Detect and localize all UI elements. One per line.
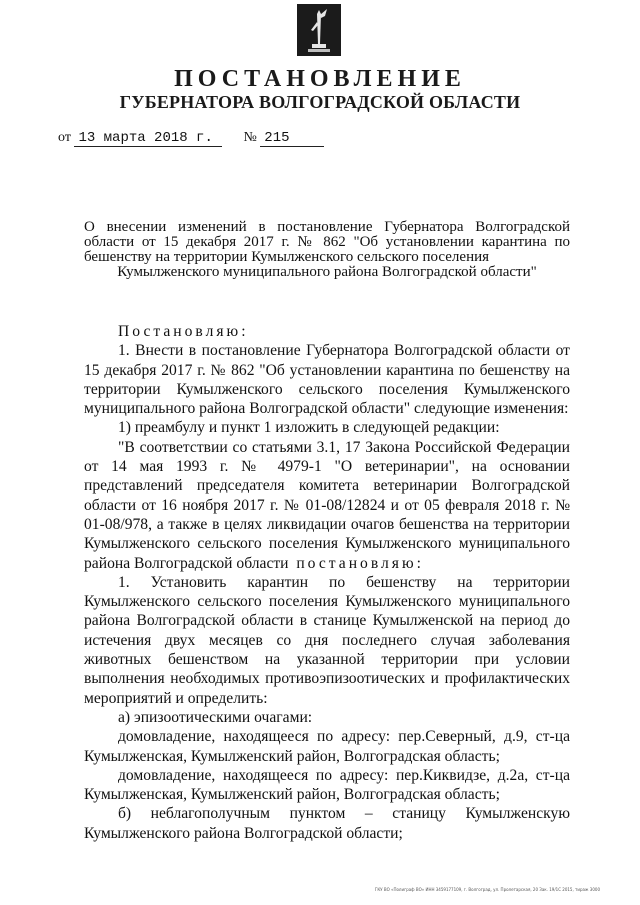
document-title: ПОСТАНОВЛЕНИЕ [174, 66, 466, 92]
coat-of-arms-icon [297, 4, 341, 56]
document-subtitle: ГУБЕРНАТОРА ВОЛГОГРАДСКОЙ ОБЛАСТИ [119, 92, 521, 112]
paragraph-3-resolve: постановляю: [296, 554, 424, 572]
number-prefix: № [243, 130, 257, 145]
date-number-line [58, 130, 324, 147]
paragraph-6: домовладение, находящееся по адресу: пер.Северный, д.9, ст-ца Кумылженская, Кумылженский район, Волгоградская область; [84, 728, 570, 765]
print-imprint: ГКУ ВО «Полиграф ВО» ИНН 3459177109, г. Волгоград, ул. Пролетарская, 20 Зак. 19/1С 2015, тираж 3000 [374, 887, 600, 892]
document-subject [84, 220, 570, 280]
paragraph-3 [84, 438, 570, 573]
document-date: 13 марта 2018 г. [74, 130, 222, 147]
paragraph-7: домовладение, находящееся по адресу: пер.Киквидзе, д.2а, ст-ца Кумылженская, Кумылженский район, Волгоградская область; [84, 766, 570, 804]
paragraph-1: 1. Внести в постановление Губернатора Волгоградской области от 15 декабря 2017 г. № 862 "Об установлении карантина по бешенству на территории Кумылженского сельского поселения Кумылженского муниципального района Волгоградской области" следующие изменения: [84, 342, 570, 418]
paragraph-4: 1. Установить карантин по бешенству на территории Кумылженского сельского поселения Кумылженского муниципального района Волгоградской области в станице Кумылженской на период до истечения двух месяцев со дня последнего случая заболевания животных бешенством на указанной территории при условии выполнения необходимых противоэпизоотических и профилактических мероприятий и определить: [84, 573, 570, 707]
resolve-heading: Постановляю: [118, 323, 249, 340]
document-body [84, 322, 570, 843]
paragraph-8: б) неблагополучным пунктом – станицу Кумылженскую Кумылженского района Волгоградской области; [84, 805, 570, 842]
paragraph-5: а) эпизоотическими очагами: [118, 708, 313, 726]
document-number: 215 [260, 130, 324, 147]
paragraph-3-text: "В соответствии со статьями 3.1, 17 Закона Российской Федерации от 14 мая 1993 г. № 4979-1 "О ветеринарии", на основании представлений председателя комитета ветеринарии Волгоградской области от 16 ноября 2017 г. № 01-08/12824 и от 05 февраля 2018 г. № 01-08/978, а также в целях ликвидации очагов бешенства на территории Кумылженского сельского поселения Кумылженского муниципального района Волгоградской области [84, 438, 570, 572]
paragraph-2: 1) преамбулу и пункт 1 изложить в следующей редакции: [118, 419, 500, 437]
subject-text: О внесении изменений в постановление Губернатора Волгоградской области от 15 декабря 2017 г. № 862 "Об установлении карантина по бешенству на территории Кумылженского сельского поселения [84, 219, 570, 265]
subject-last-line: Кумылженского муниципального района Волгоградской области" [117, 264, 537, 280]
date-prefix: от [58, 130, 71, 145]
